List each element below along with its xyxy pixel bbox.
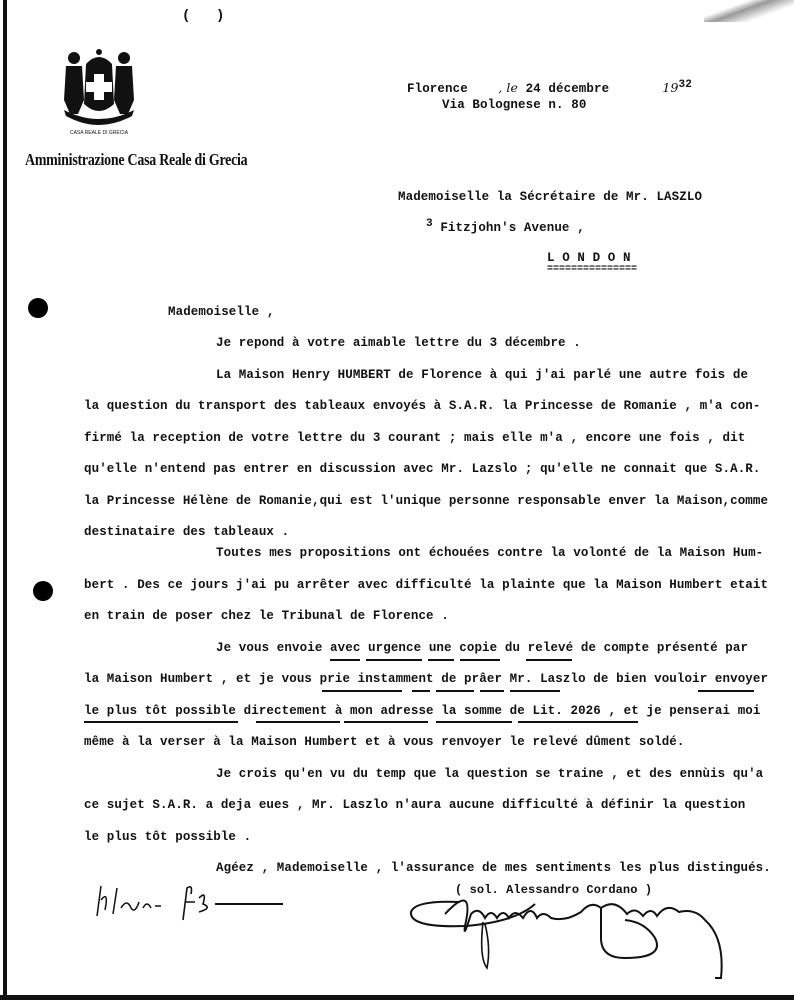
street-number: 3 [426, 218, 433, 230]
body-line: bert . Des ce jours j'ai pu arrêter avec difficulté la plainte que la Maison Humbert etait [84, 578, 769, 592]
punch-hole-bottom [33, 581, 53, 601]
recipient-street [426, 218, 585, 235]
initials-note: Affricot f32 [95, 928, 103, 929]
day: 24 [525, 82, 541, 96]
place: Florence [407, 82, 468, 96]
pen-underline [344, 721, 428, 723]
body-line: le plus tôt possible directement à mon adresse la somme de Lit. 2026 , et je penserai moi [84, 704, 761, 718]
pen-underline [698, 690, 754, 692]
le-handwritten: , le [498, 80, 518, 95]
pen-underline [436, 721, 512, 723]
recipient-name: Mademoiselle la Sécrétaire de Mr. LASZLO [398, 190, 703, 204]
year-suffix: 32 [678, 79, 692, 91]
scan-edge-bottom [0, 995, 794, 1000]
body-line: firmé la reception de votre lettre du 3 courant ; mais elle m'a , encore une fois , dit [84, 431, 746, 445]
street-name: Fitzjohn's Avenue , [440, 221, 585, 235]
body-line: la Maison Humbert , et je vous prie instamment de prâer Mr. Laszlo de bien vouloir envoyer [84, 672, 769, 686]
handwritten-signature [405, 878, 745, 988]
pen-underline [428, 659, 454, 661]
body-line: Je vous envoie avec urgence une copie du relevé de compte présenté par [216, 641, 749, 655]
pen-underline [436, 690, 474, 692]
body-line: La Maison Henry HUMBERT de Florence à qui j'ai parlé une autre fois de [216, 368, 749, 382]
month: décembre [548, 82, 610, 96]
mark-paren-right: ) [216, 8, 225, 24]
pen-underline [510, 690, 560, 692]
pen-underline [518, 721, 638, 723]
body-line: destinataire des tableaux . [84, 525, 290, 539]
scan-smudge [704, 0, 794, 22]
body-line: ce sujet S.A.R. a deja eues , Mr. Laszlo n'aura aucune difficulté à définir la question [84, 798, 746, 812]
letterhead-title: Amministrazione Casa Reale di Grecia [25, 150, 248, 169]
handwritten-initials [95, 880, 295, 930]
typed-signature: ( sol. Alessandro Cordano ) [455, 883, 653, 897]
closing-line: Agéez , Mademoiselle , l'assurance de mes sentiments les plus distingués. [216, 861, 771, 875]
pen-underline [480, 690, 504, 692]
body-line: le plus tôt possible . [84, 830, 252, 844]
date-line [407, 80, 692, 96]
salutation: Mademoiselle , [168, 305, 275, 319]
body-line: la Princesse Hélène de Romanie,qui est l'unique personne responsable enver la Maison,comme [84, 494, 769, 508]
pen-underline [412, 690, 430, 692]
body-line: Je repond à votre aimable lettre du 3 décembre . [216, 336, 581, 350]
royal-crest-logo [60, 44, 138, 140]
pen-underline [322, 690, 402, 692]
body-line: en train de poser chez le Tribunal de Florence . [84, 609, 449, 623]
body-line: qu'elle n'entend pas entrer en discussion avec Mr. Lazslo ; qu'elle ne connait que S.A.R. [84, 462, 761, 476]
recipient-city: L O N D O N [547, 251, 631, 265]
punch-hole-top [28, 298, 48, 318]
pen-underline [84, 721, 238, 723]
pen-underline [460, 659, 500, 661]
body-line: la question du transport des tableaux envoyés à S.A.R. la Princesse de Romanie , m'a con- [84, 399, 761, 413]
body-line: même à la verser à la Maison Humbert et à vous renvoyer le relevé dûment soldé. [84, 735, 685, 749]
pen-underline [526, 659, 572, 661]
pen-underline [256, 721, 340, 723]
city-underline: =============== [547, 264, 638, 275]
mark-paren-left: ( [182, 8, 191, 24]
body-line: Toutes mes propositions ont échouées contre la volonté de la Maison Hum- [216, 546, 764, 560]
year-prefix: 19 [662, 80, 679, 95]
sender-address: Via Bolognese n. 80 [442, 98, 587, 112]
scan-edge-left [3, 0, 7, 1000]
body-line: Je crois qu'en vu du temp que la question se traine , et des ennùis qu'a [216, 767, 764, 781]
pen-underline [366, 659, 422, 661]
pen-underline [330, 659, 360, 661]
signature-name: Alessandro Cordano [405, 986, 416, 987]
crest-motto: CASA REALE DI GRECIA [69, 130, 129, 136]
